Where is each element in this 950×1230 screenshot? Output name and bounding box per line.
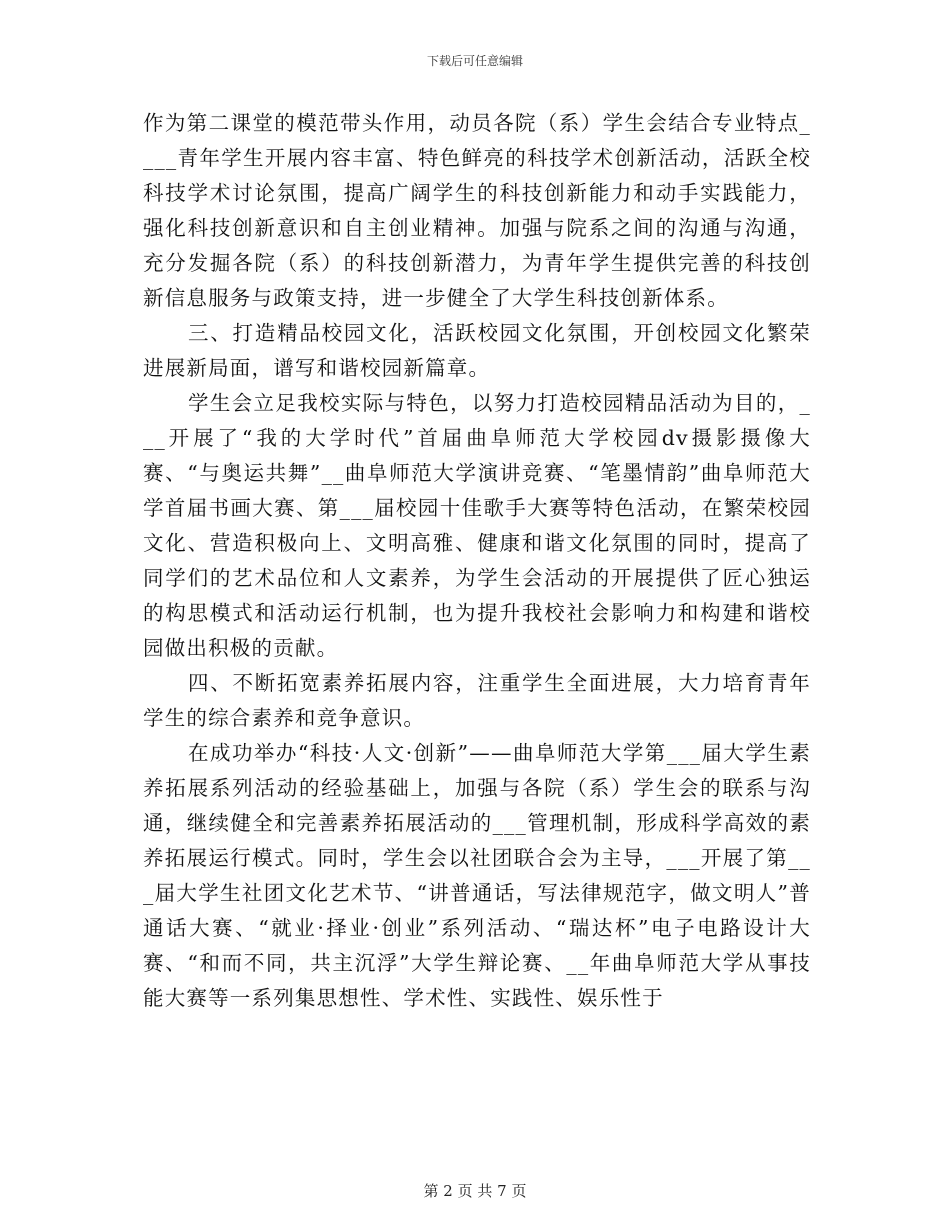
paragraph-3: 学生会立足我校实际与特色，以努力打造校园精品活动为目的，___开展了“我的大学时代”首届曲阜师范大学校园dv摄影摄像大赛、“与奥运共舞”__曲阜师范大学演讲竞赛、“笔墨情韵”曲阜师范大学首届书画大赛、第___届校园十佳歌手大赛等特色活动，在繁荣校园文化、营造积极向上、文明高雅、健康和谐文化氛围的同时，提高了同学们的艺术品位和人文素养，为学生会活动的开展提供了匠心独运的构思模式和活动运行机制，也为提升我校社会影响力和构建和谐校园做出积极的贡献。 (143, 391, 811, 660)
page-number: 第 2 页 共 7 页 (423, 1182, 527, 1200)
page-header: 下载后可任意编辑 (426, 54, 523, 68)
paragraph-1: 作为第二课堂的模范带头作用，动员各院（系）学生会结合专业特点____青年学生开展内容丰富、特色鲜亮的科技学术创新活动，活跃全校科技学术讨论氛围，提高广阔学生的科技创新能力和动手实践能力，强化科技创新意识和自主创业精神。加强与院系之间的沟通与沟通，充分发掘各院（系）的科技创新潜力，为青年学生提供完善的科技创新信息服务与政策支持，进一步健全了大学生科技创新体系。 (143, 111, 811, 310)
paragraph-5: 在成功举办“科技·人文·创新”——曲阜师范大学第___届大学生素养拓展系列活动的经验基础上，加强与各院（系）学生会的联系与沟通，继续健全和完善素养拓展活动的___管理机制，形成科学高效的素养拓展运行模式。同时，学生会以社团联合会为主导，___开展了第___届大学生社团文化艺术节、“讲普通话，写法律规范字，做文明人”普通话大赛、“就业·择业·创业”系列活动、“瑞达杯”电子电路设计大赛、“和而不同，共主沉浮”大学生辩论赛、__年曲阜师范大学从事技能大赛等一系列集思想性、学术性、实践性、娱乐性于 (143, 741, 811, 1010)
paragraph-2-heading-three: 三、打造精品校园文化，活跃校园文化氛围，开创校园文化繁荣进展新局面，谱写和谐校园新篇章。 (143, 321, 811, 380)
document-body (143, 106, 811, 1016)
paragraph-4-heading-four: 四、不断拓宽素养拓展内容，注重学生全面进展，大力培育青年学生的综合素养和竞争意识。 (143, 671, 811, 730)
